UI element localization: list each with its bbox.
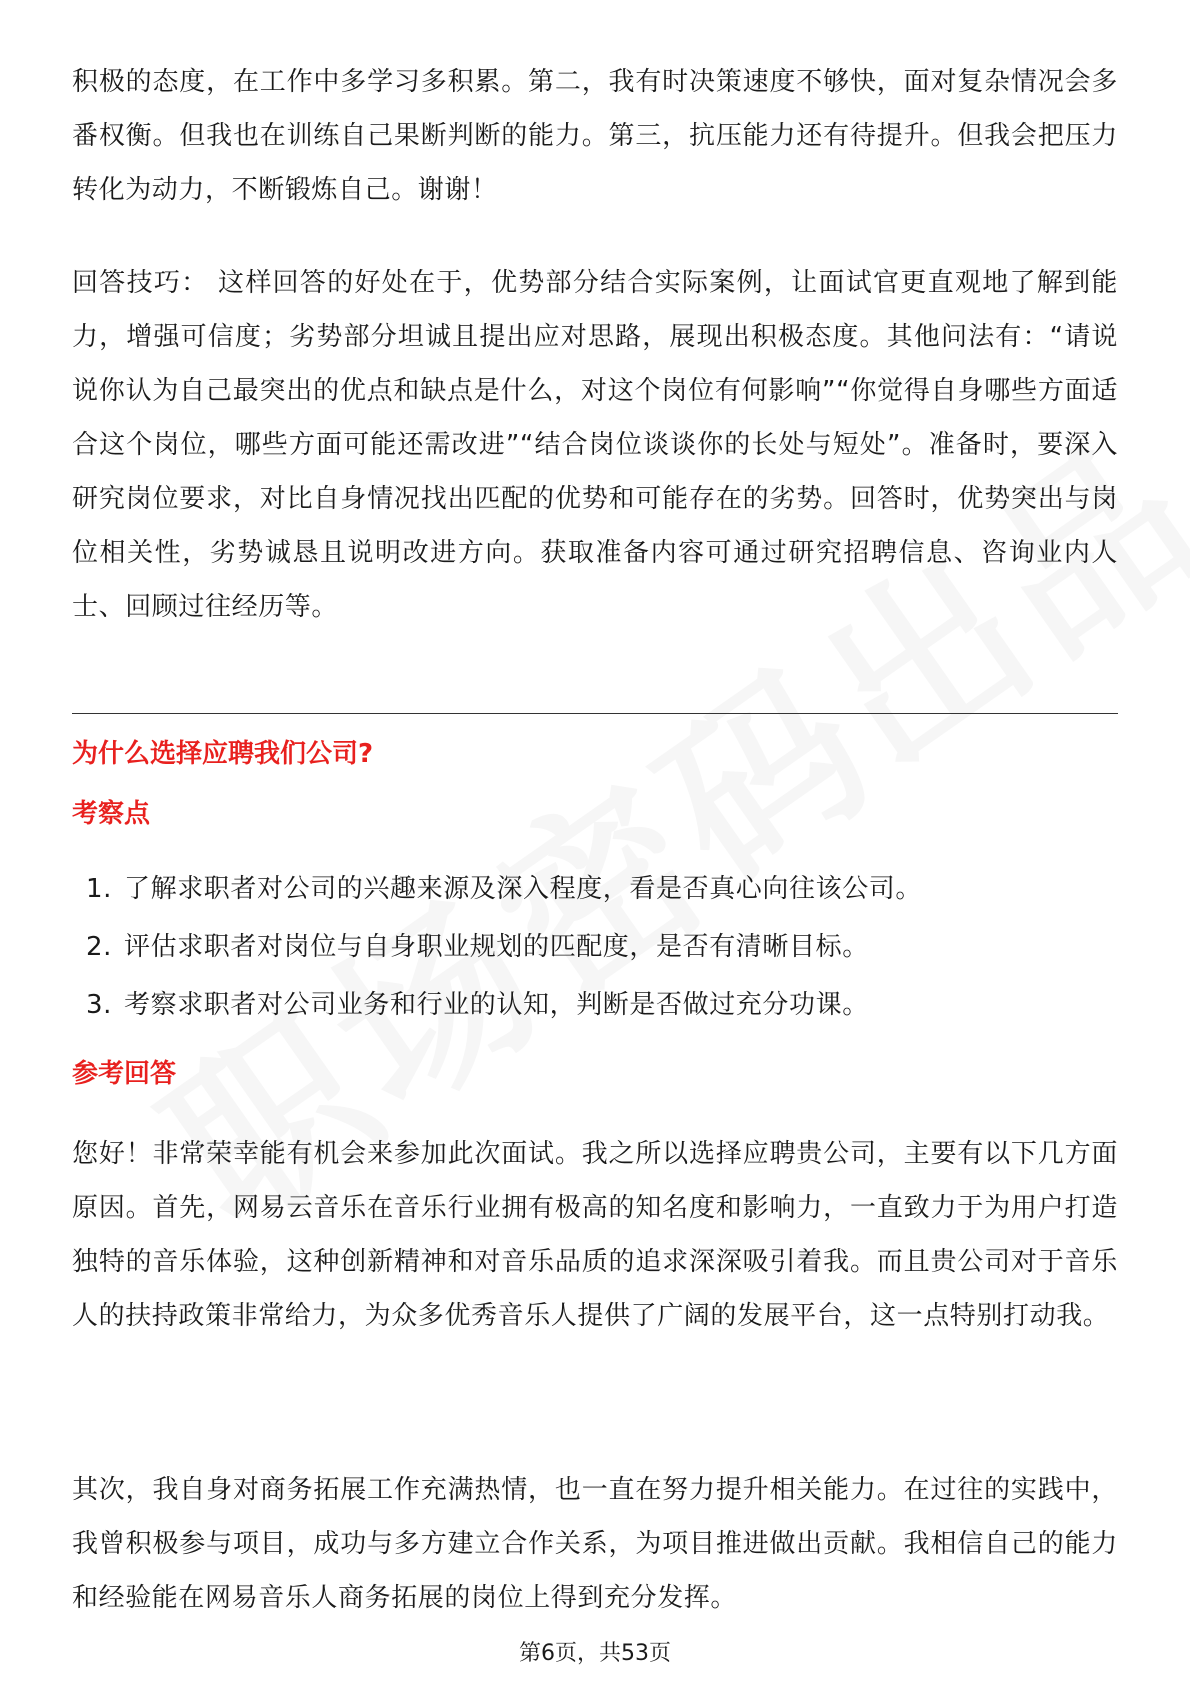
list-item-text: 了解求职者对公司的兴趣来源及深入程度，看是否真心向往该公司。	[124, 874, 923, 904]
list-item	[86, 860, 922, 918]
list-item-number: 2.	[86, 932, 113, 962]
page-number: 第6页，共53页	[519, 1641, 671, 1666]
answer-heading: 参考回答	[72, 1059, 177, 1089]
list-item	[86, 918, 922, 976]
body-paragraph: 积极的态度，在工作中多学习多积累。第二，我有时决策速度不够快，面对复杂情况会多番权衡。但我也在训练自己果断判断的能力。第三，抗压能力还有待提升。但我会把压力转化为动力，不断锻炼自己。谢谢！	[72, 67, 1118, 205]
list-item-text: 评估求职者对岗位与自身职业规划的匹配度，是否有清晰目标。	[124, 932, 869, 962]
answer-paragraph: 您好！非常荣幸能有机会来参加此次面试。我之所以选择应聘贵公司，主要有以下几方面原因。首先，网易云音乐在音乐行业拥有极高的知名度和影响力，一直致力于为用户打造独特的音乐体验，这种创新精神和对音乐品质的追求深深吸引着我。而且贵公司对于音乐人的扶持政策非常给力，为众多优秀音乐人提供了广阔的发展平台，这一点特别打动我。	[72, 1139, 1118, 1331]
answer-paragraph: 其次，我自身对商务拓展工作充满热情，也一直在努力提升相关能力。在过往的实践中，我曾积极参与项目，成功与多方建立合作关系，为项目推进做出贡献。我相信自己的能力和经验能在网易音乐人商务拓展的岗位上得到充分发挥。	[72, 1475, 1118, 1613]
focus-heading: 考察点	[72, 799, 151, 829]
answer-tips-paragraph: 回答技巧： 这样回答的好处在于，优势部分结合实际案例，让面试官更直观地了解到能力，增强可信度；劣势部分坦诚且提出应对思路，展现出积极态度。其他问法有：“请说说你认为自己最突出的优点和缺点是什么，对这个岗位有何影响”“你觉得自身哪些方面适合这个岗位，哪些方面可能还需改进”“结合岗位谈谈你的长处与短处”。准备时，要深入研究岗位要求，对比自身情况找出匹配的优势和可能存在的劣势。回答时，优势突出与岗位相关性，劣势诚恳且说明改进方向。获取准备内容可通过研究招聘信息、咨询业内人士、回顾过往经历等。	[72, 268, 1118, 622]
section-divider	[72, 713, 1118, 714]
list-item	[86, 976, 922, 1034]
list-item-text: 考察求职者对公司业务和行业的认知，判断是否做过充分功课。	[124, 990, 869, 1020]
list-item-number: 1.	[86, 874, 113, 904]
list-item-number: 3.	[86, 990, 113, 1020]
question-title: 为什么选择应聘我们公司?	[72, 739, 374, 769]
focus-list	[86, 860, 922, 1034]
